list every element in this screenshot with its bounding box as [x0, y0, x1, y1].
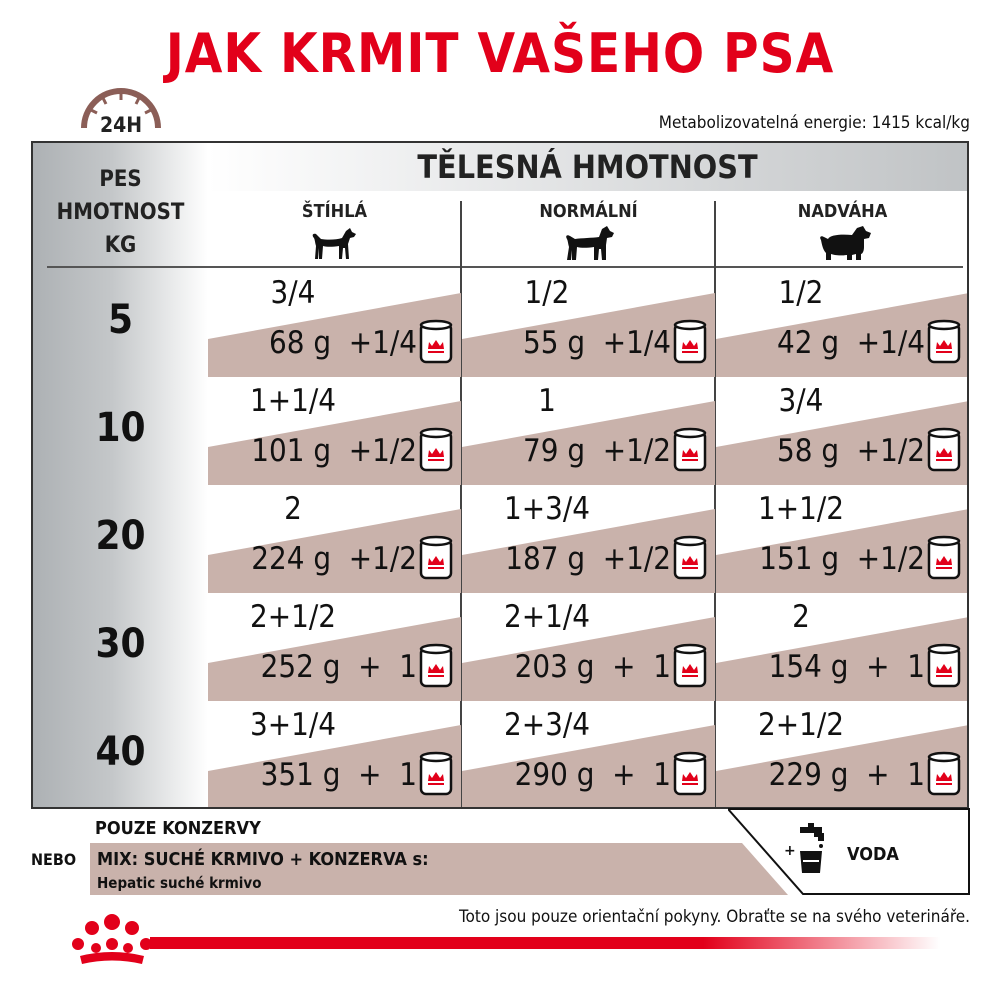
feeding-cell: [462, 593, 715, 701]
grams-and-cans: 351 g + 1: [260, 757, 417, 793]
dry-food-amount: 1+3/4: [504, 491, 590, 527]
dog-normal-icon: [564, 223, 616, 263]
feeding-cell: [208, 377, 461, 485]
dry-food-amount: 1/2: [778, 275, 824, 311]
can-icon: [673, 751, 707, 801]
can-icon: [419, 643, 453, 693]
can-icon: [927, 535, 961, 585]
dog-overweight-icon: [818, 223, 874, 263]
feeding-cell: [462, 269, 715, 377]
grams-and-cans: 187 g +1/2: [505, 541, 671, 577]
grams-and-cans: 101 g +1/2: [251, 433, 417, 469]
dry-food-amount: 3+1/4: [250, 707, 336, 743]
feeding-cell: [716, 377, 969, 485]
can-icon: [673, 643, 707, 693]
dry-food-amount: 1+1/4: [250, 383, 336, 419]
dog-weight-value: 20: [95, 513, 146, 559]
can-icon: [673, 427, 707, 477]
dry-food-amount: 2: [792, 599, 810, 635]
water-tap-icon: [784, 823, 836, 879]
dry-food-amount: 1+1/2: [758, 491, 844, 527]
dry-food-amount: 1/2: [524, 275, 570, 311]
dog-weight-value: 30: [95, 621, 146, 667]
royal-canin-crown-icon: [70, 912, 154, 972]
dry-food-amount: 2+1/2: [758, 707, 844, 743]
footer-line: [150, 937, 940, 949]
grams-and-cans: 224 g +1/2: [251, 541, 417, 577]
feeding-cell: [462, 485, 715, 593]
dog-weight-value: 40: [95, 729, 146, 775]
heading-line: PES: [99, 167, 142, 192]
dry-food-amount: 3/4: [270, 275, 316, 311]
heading-line: KG: [104, 233, 137, 258]
can-icon: [419, 427, 453, 477]
dry-food-amount: 1: [538, 383, 556, 419]
svg-text:+: +: [784, 843, 796, 859]
can-icon: [673, 535, 707, 585]
feeding-cell: [208, 701, 461, 809]
grams-and-cans: 68 g +1/4: [268, 325, 417, 361]
feeding-cell: [716, 593, 969, 701]
or-label: NEBO: [31, 850, 77, 869]
body-weight-heading: TĚLESNÁ HMOTNOST: [417, 148, 758, 186]
feeding-cell: [208, 593, 461, 701]
dry-food-amount: 2: [284, 491, 302, 527]
grams-and-cans: 203 g + 1: [514, 649, 671, 685]
heading-line: HMOTNOST: [56, 200, 185, 225]
column-overweight: NADVÁHA: [797, 201, 888, 222]
feeding-table: [31, 141, 969, 809]
grams-and-cans: 154 g + 1: [768, 649, 925, 685]
mix-label: MIX: SUCHÉ KRMIVO + KONZERVA s:: [97, 849, 429, 870]
grams-and-cans: 151 g +1/2: [759, 541, 925, 577]
dry-food-amount: 2+1/4: [504, 599, 590, 635]
dry-food-amount: 2+3/4: [504, 707, 590, 743]
water-label: VODA: [847, 844, 899, 865]
energy-info: Metabolizovatelná energie: 1415 kcal/kg: [658, 113, 970, 133]
dog-weight-value: 5: [107, 297, 134, 343]
dog-weight-heading: [33, 163, 208, 262]
disclaimer: Toto jsou pouze orientační pokyny. Obraťte se na svého veterináře.: [459, 907, 970, 927]
mix-sublabel: Hepatic suché krmivo: [97, 874, 262, 892]
feeding-cell: [462, 377, 715, 485]
dog-slim-icon: [310, 224, 358, 262]
page-title: JAK KRMIT VAŠEHO PSA: [165, 22, 835, 85]
can-icon: [419, 751, 453, 801]
can-icon: [927, 319, 961, 369]
grams-and-cans: 55 g +1/4: [522, 325, 671, 361]
grams-and-cans: 290 g + 1: [514, 757, 671, 793]
feeding-cell: [716, 269, 969, 377]
dry-food-amount: 2+1/2: [250, 599, 336, 635]
dry-food-amount: 3/4: [778, 383, 824, 419]
grams-and-cans: 229 g + 1: [768, 757, 925, 793]
feeding-cell: [208, 269, 461, 377]
can-icon: [419, 319, 453, 369]
can-icon: [419, 535, 453, 585]
grams-and-cans: 252 g + 1: [260, 649, 417, 685]
cans-only-label: POUZE KONZERVY: [95, 818, 261, 839]
grams-and-cans: 58 g +1/2: [776, 433, 925, 469]
feeding-cell: [716, 485, 969, 593]
header-divider: [47, 266, 963, 268]
can-icon: [927, 751, 961, 801]
can-icon: [673, 319, 707, 369]
can-icon: [927, 643, 961, 693]
can-icon: [927, 427, 961, 477]
dog-weight-value: 10: [95, 405, 146, 451]
grams-and-cans: 79 g +1/2: [522, 433, 671, 469]
feeding-cell: [716, 701, 969, 809]
column-slim: ŠTÍHLÁ: [301, 201, 368, 222]
clock-label: 24H: [97, 113, 145, 137]
grams-and-cans: 42 g +1/4: [776, 325, 925, 361]
column-normal: NORMÁLNÍ: [539, 201, 638, 222]
feeding-cell: [462, 701, 715, 809]
feeding-cell: [208, 485, 461, 593]
